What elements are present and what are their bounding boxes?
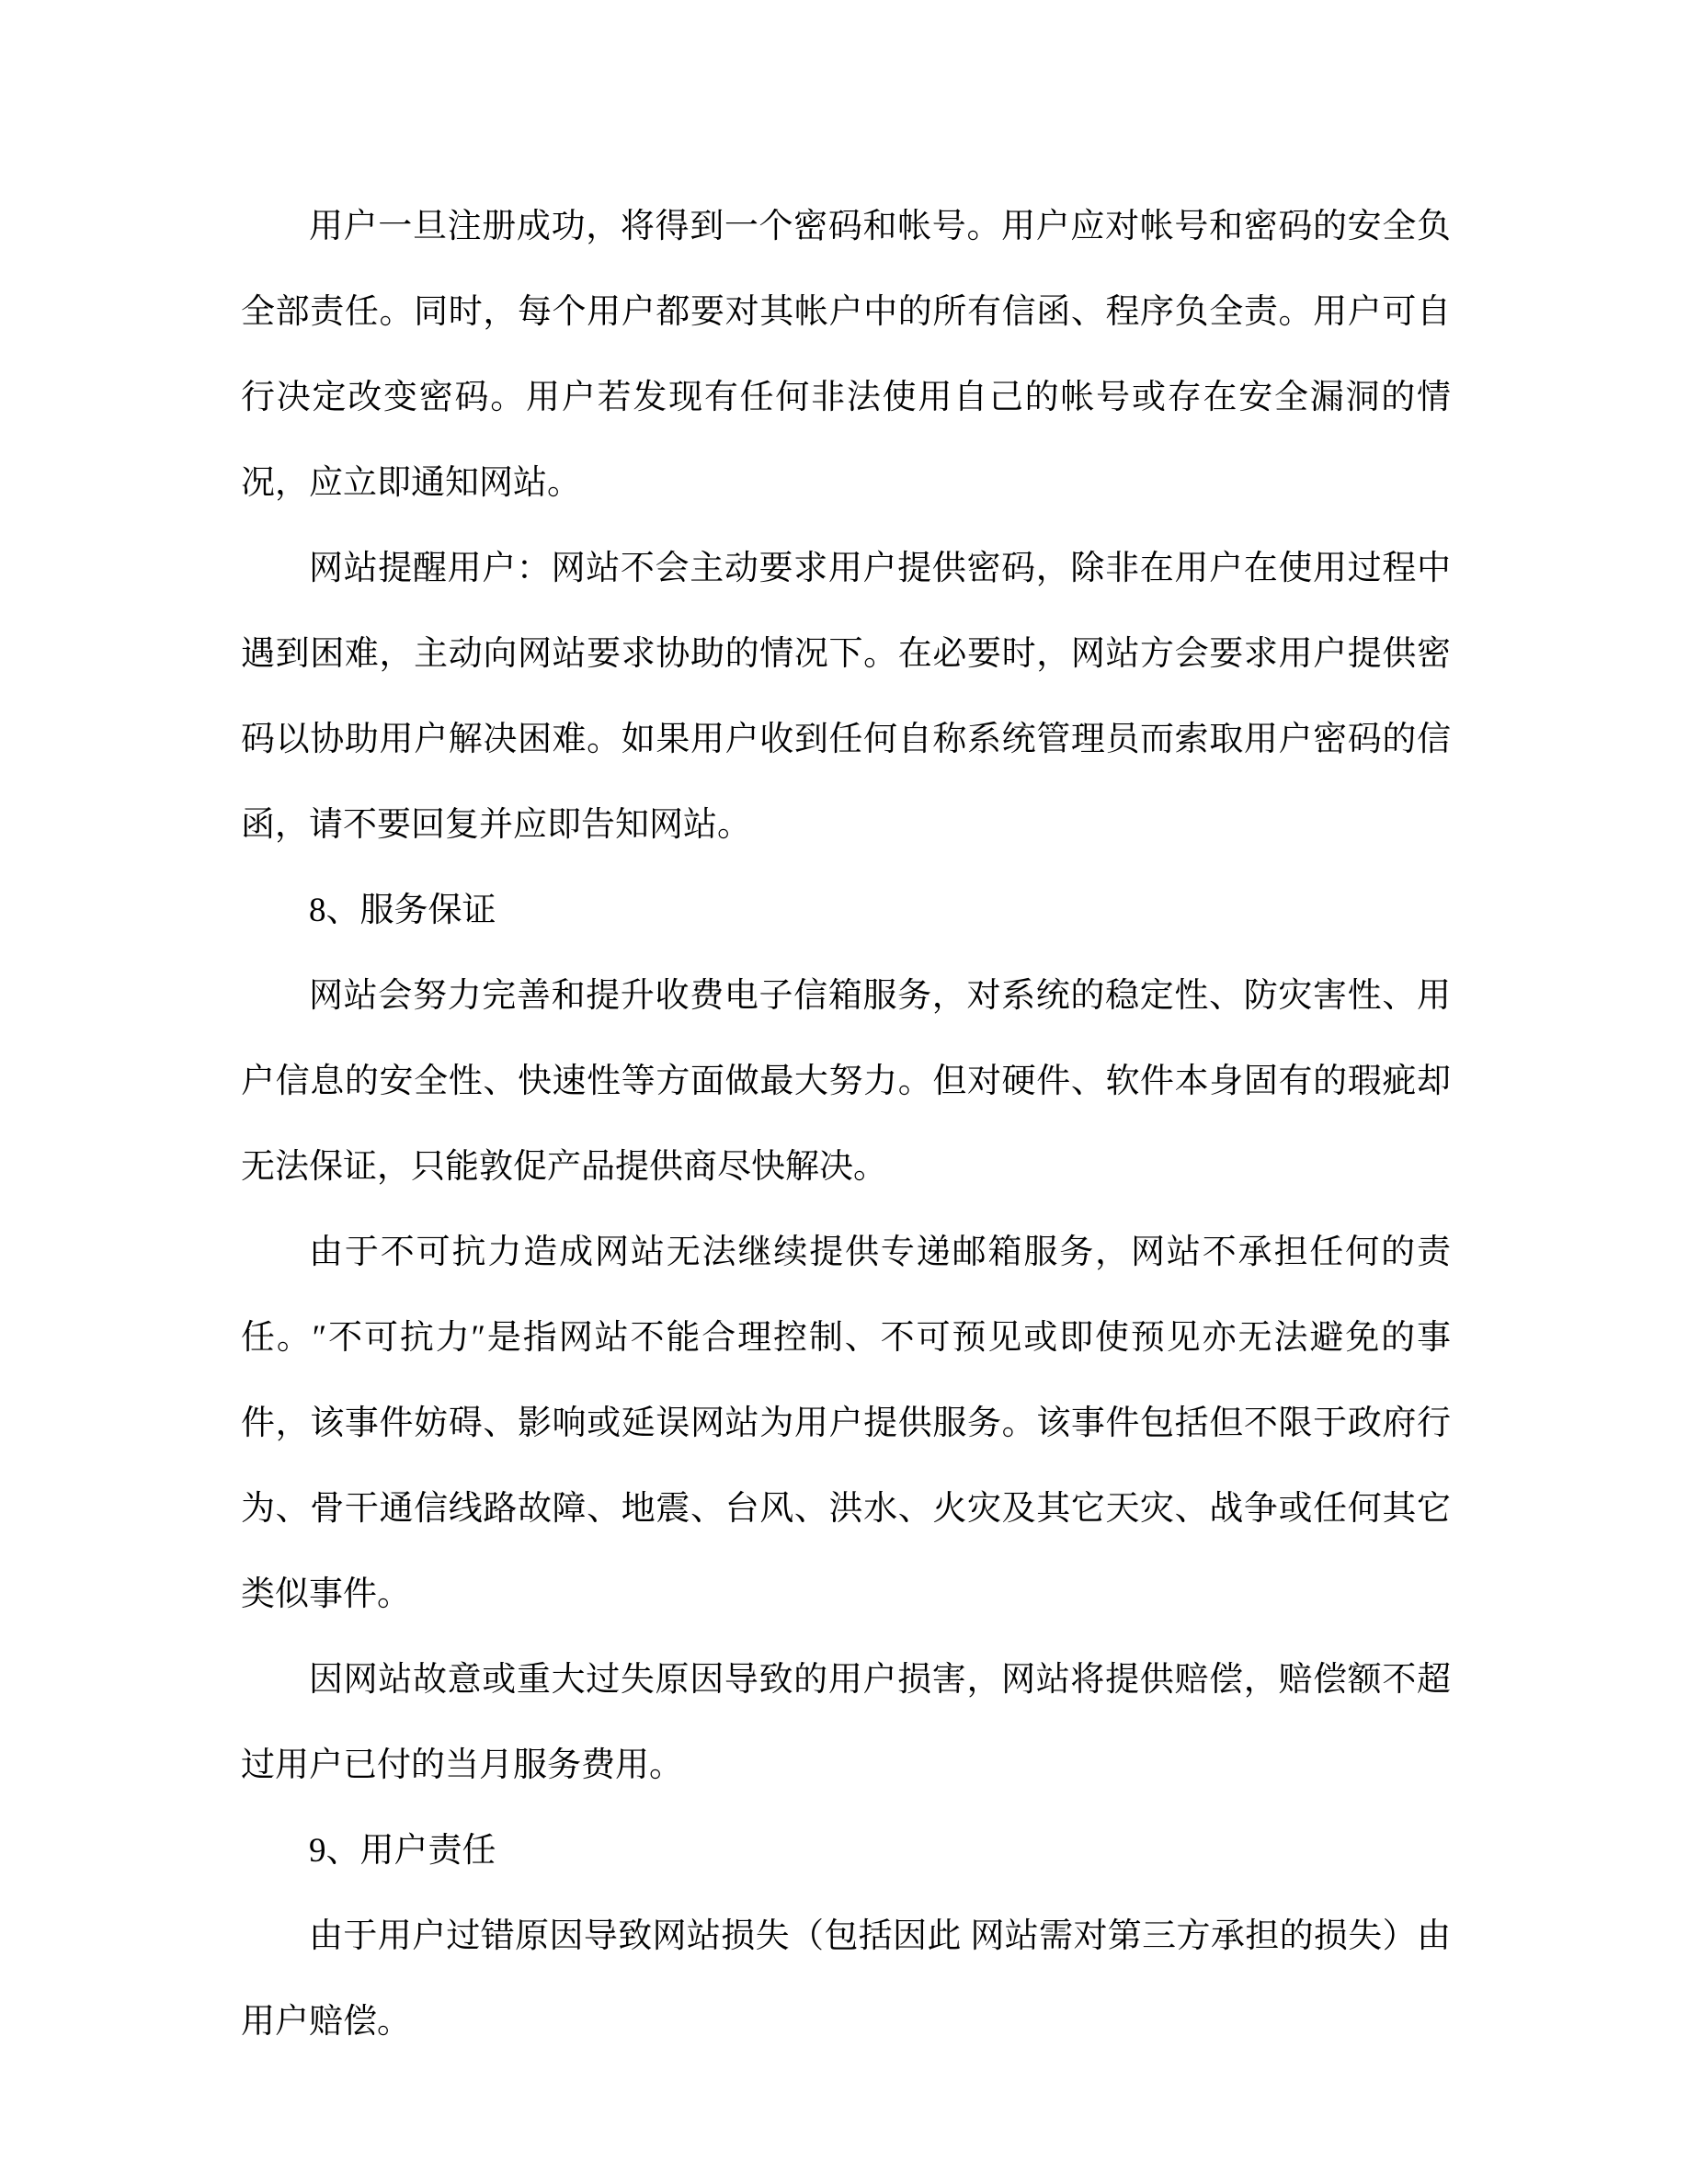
paragraph-password-reminder: 网站提醒用户：网站不会主动要求用户提供密码，除非在用户在使用过程中遇到困难，主动向网站要求协助的情况下。在必要时，网站方会要求用户提供密码以协助用户解决困难。如果用户收到任何自称系统管理员而索取用户密码的信函，请不要回复并应即告知网站。	[241, 550, 1451, 844]
paragraph-service-effort: 网站会努力完善和提升收费电子信箱服务，对系统的稳定性、防灾害性、用户信息的安全性、快速性等方面做最大努力。但对硬件、软件本身固有的瑕疵却无法保证，只能敦促产品提供商尽快解决。	[241, 977, 1451, 1186]
paragraph-force-majeure: 由于不可抗力造成网站无法继续提供专递邮箱服务，网站不承担任何的责任。″不可抗力″是指网站不能合理控制、不可预见或即使预见亦无法避免的事件，该事件妨碍、影响或延误网站为用户提供服务。该事件包括但不限于政府行为、骨干通信线路故障、地震、台风、洪水、火灾及其它天灾、战争或任何其它类似事件。	[241, 1234, 1451, 1613]
section-heading-9: 9、用户责任	[309, 1832, 496, 1870]
paragraph-user-liability: 由于用户过错原因导致网站损失（包括因此 网站需对第三方承担的损失）由用户赔偿。	[241, 1917, 1451, 2041]
section-heading-8: 8、服务保证	[309, 892, 496, 929]
paragraph-compensation: 因网站故意或重大过失原因导致的用户损害，网站将提供赔偿，赔偿额不超过用户已付的当月服务费用。	[241, 1661, 1451, 1784]
paragraph-account-security: 用户一旦注册成功，将得到一个密码和帐号。用户应对帐号和密码的安全负全部责任。同时，每个用户都要对其帐户中的所有信函、程序负全责。用户可自行决定改变密码。用户若发现有任何非法使用自己的帐号或存在安全漏洞的情况，应立即通知网站。	[241, 208, 1451, 502]
